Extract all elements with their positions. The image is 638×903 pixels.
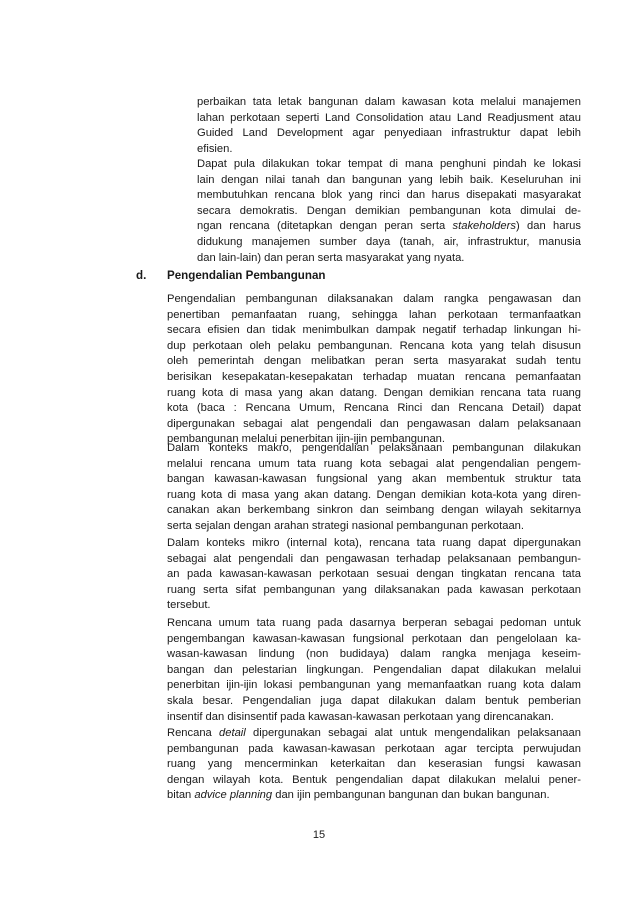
- text-line: lain dengan nilai tanah dan bangunan yang lebih baik. Keseluruhan ini: [197, 173, 581, 186]
- text-line: an pada kawasan-kawasan perkotaan sesuai dengan tingkatan rencana tata: [167, 568, 581, 581]
- text-line: Rencana umum tata ruang pada dasarnya berperan sebagai pedoman untuk: [167, 617, 581, 629]
- text-line: Dalam konteks mikro (internal kota), rencana tata ruang dapat dipergunakan: [167, 537, 581, 549]
- paragraph-detail-plan: [167, 726, 581, 804]
- text-line: kota (baca : Rencana Umum, Rencana Rinci dan Rencana Detail) dapat: [167, 402, 581, 415]
- text-line: didukung manajemen sumber daya (tanah, air, infrastruktur, manusia: [197, 235, 581, 248]
- text-line: dup perkotaan oleh pelaku pembangunan. Rencana kota yang telah disusun: [167, 339, 581, 352]
- text-line: pengembangan kawasan-kawasan fungsional perkotaan dan pengelolaan ka-: [167, 632, 581, 645]
- text-line: bitan advice planning dan ijin pembangunan bangunan dan bukan bangunan.: [167, 789, 550, 802]
- text-line: penerbitan ijin-ijin lokasi pembangunan yang memanfaatkan ruang kota dalam: [167, 679, 581, 692]
- text-line: serta sejalan dengan arahan strategi nasional pembangunan perkotaan.: [167, 519, 525, 532]
- text-line: ruang yang mencerminkan keterkaitan dan keserasian fungsi kawasan: [167, 758, 581, 771]
- text-line: berisikan kesepakatan-kesepakatan terhadap muatan rencana pemanfaatan: [167, 370, 581, 383]
- page-number: 15: [312, 829, 326, 841]
- text-line: insentif dan disinsentif pada kawasan-kawasan perkotaan yang direncanakan.: [167, 710, 554, 723]
- text-line: Dapat pula dilakukan tokar tempat di mana penghuni pindah ke lokasi: [197, 158, 581, 170]
- paragraph-relocation: [197, 157, 581, 266]
- paragraph-general-plan: [167, 616, 581, 725]
- text-line: efisien.: [197, 142, 233, 155]
- text-line: dengan wilayah kota. Bentuk pengendalian dapat dilakukan melalui pener-: [167, 773, 581, 786]
- text-line: penertiban pemanfaatan ruang, sehingga lahan perkotaan termanfaatkan: [167, 308, 581, 321]
- text-line: ngan rencana (ditetapkan dengan peran serta stakeholders) dan harus: [197, 220, 582, 233]
- text-line: tersebut.: [167, 599, 211, 612]
- section-heading: Pengendalian Pembangunan: [167, 269, 326, 282]
- text-line: perbaikan tata letak bangunan dalam kawasan kota melalui manajemen: [197, 96, 581, 108]
- text-line: melalui rencana umum tata ruang kota sebagai alat pengendalian pengem-: [167, 457, 581, 470]
- text-line: Rencana detail dipergunakan sebagai alat untuk mengendalikan pelaksanaan: [167, 727, 581, 739]
- text-line: Dalam konteks makro, pengendalian pelaksanaan pembangunan dilakukan: [167, 442, 581, 454]
- section-letter: d.: [136, 269, 147, 282]
- paragraph-micro-context: [167, 536, 581, 614]
- text-line: membutuhkan rencana blok yang rinci dan harus disepakati masyarakat: [197, 189, 581, 202]
- text-line: oleh pemerintah dengan melibatkan peran serta masyarakat sudah tentu: [167, 355, 581, 368]
- text-line: sebagai alat pengendali dan pengawasan terhadap pelaksanaan pembangun-: [167, 552, 581, 565]
- paragraph-continuation: [197, 95, 581, 157]
- text-line: skala besar. Pengendalian juga dapat dilakukan dalam bentuk pemberian: [167, 694, 581, 707]
- text-line: bangan kawasan-kawasan fungsional yang akan membentuk struktur tata: [167, 473, 581, 486]
- text-line: secara demokratis. Dengan demikian pembangunan kota dimulai de-: [197, 204, 581, 217]
- text-line: wasan-kawasan lindung (non budidaya) dalam rangka menjaga keseim-: [167, 648, 581, 661]
- text-line: ruang kota di masa yang akan datang. Dengan demikian rencana tata ruang: [167, 386, 581, 399]
- text-line: dipergunakan sebagai alat pengendali dan pengawasan dalam pelaksanaan: [167, 417, 581, 430]
- text-line: secara efisien dan tidak menimbulkan dampak negatif terhadap linkungan hi-: [167, 324, 581, 337]
- paragraph-macro-context: [167, 441, 581, 535]
- text-line: Guided Land Development agar penyediaan infrastruktur dapat lebih: [197, 127, 581, 140]
- text-line: pembangunan pada kawasan-kawasan perkotaan agar tercipta perwujudan: [167, 742, 581, 755]
- text-line: ruang serta sifat pembangunan yang dilaksanakan pada kawasan perkotaan: [167, 583, 581, 596]
- text-line: Pengendalian pembangunan dilaksanakan dalam rangka pengawasan dan: [167, 293, 581, 305]
- paragraph-control-intro: [167, 292, 581, 448]
- text-line: canakan akan berkembang sinkron dan seimbang dengan wilayah sekitarnya: [167, 504, 581, 517]
- text-line: dan lain-lain) dan peran serta masyarakat yang nyata.: [197, 251, 465, 264]
- text-line: lahan perkotaan seperti Land Consolidation atau Land Readjusment atau: [197, 111, 581, 124]
- text-line: bangan dan pelestarian lingkungan. Pengendalian dapat dilakukan melalui: [167, 663, 581, 676]
- text-line: ruang kota di masa yang akan datang. Dengan demikian kota-kota yang diren-: [167, 488, 581, 501]
- text-line: pembangunan melalui penerbitan ijin-ijin pembangunan.: [167, 433, 446, 446]
